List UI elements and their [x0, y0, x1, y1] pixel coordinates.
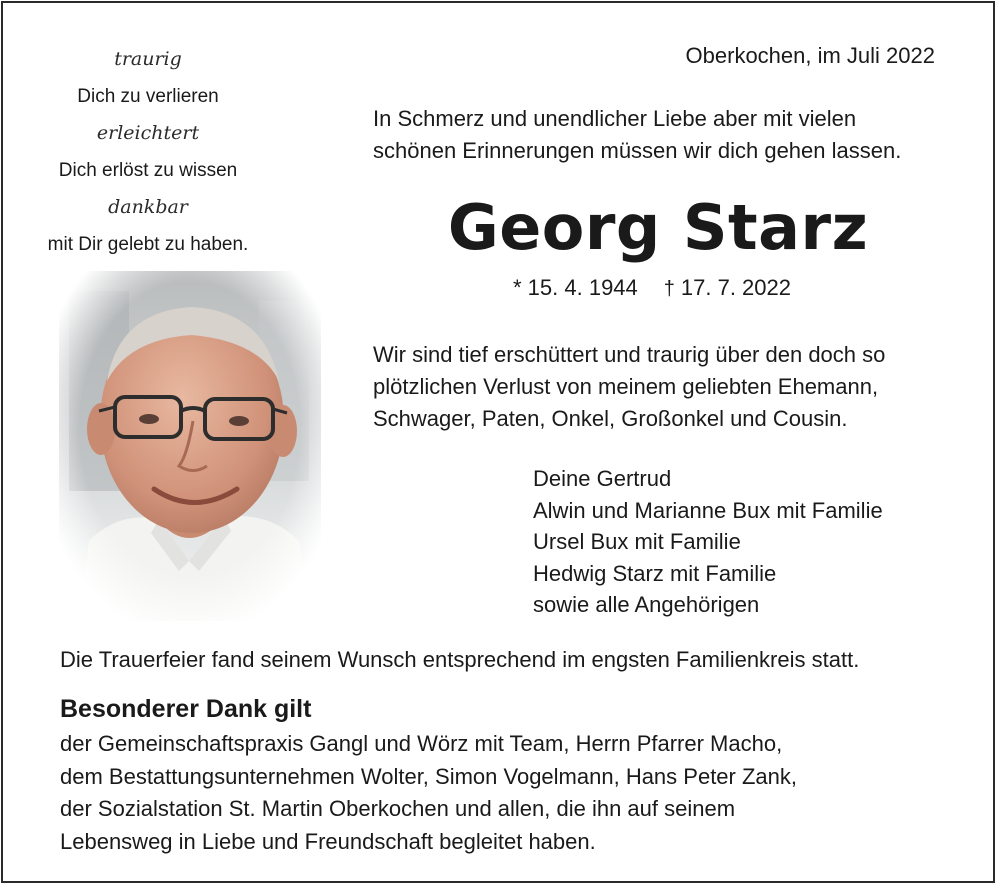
poem-line: traurig: [114, 48, 182, 70]
statement-line: Schwager, Paten, Onkel, Großonkel und Cousin.: [373, 406, 848, 431]
thanks-line: Lebensweg in Liebe und Freundschaft begleitet haben.: [60, 828, 596, 854]
poem: [43, 41, 253, 263]
deceased-name: Georg Starz: [447, 191, 869, 264]
cross-icon: †: [663, 278, 675, 300]
intro-text: [373, 103, 973, 167]
place-date: Oberkochen, im Juli 2022: [685, 43, 935, 68]
statement-line: Wir sind tief erschüttert und traurig über den doch so: [373, 342, 886, 367]
death-date: 17. 7. 2022: [680, 275, 792, 300]
thanks-line: der Gemeinschaftspraxis Gangl und Wörz mit Team, Herrn Pfarrer Macho,: [60, 731, 783, 756]
poem-line: erleichtert: [96, 122, 200, 144]
family-member: Alwin und Marianne Bux mit Familie: [533, 497, 883, 523]
poem-line: mit Dir gelebt zu haben.: [47, 234, 249, 255]
intro-line: schönen Erinnerungen müssen wir dich gehen lassen.: [373, 138, 902, 163]
thanks-line: der Sozialstation St. Martin Oberkochen und allen, die ihn auf seinem: [60, 796, 736, 821]
intro-line: In Schmerz und unendlicher Liebe aber mit vielen: [373, 106, 857, 131]
thanks-line: dem Bestattungsunternehmen Wolter, Simon Vogelmann, Hans Peter Zank,: [60, 763, 797, 789]
life-dates: [513, 275, 791, 301]
portrait-photo: [59, 271, 321, 621]
obituary-frame: [1, 1, 995, 883]
statement-text: [373, 339, 973, 435]
birth-date: * 15. 4. 1944: [513, 275, 638, 300]
family-member: sowie alle Angehörigen: [533, 592, 760, 617]
family-member: Ursel Bux mit Familie: [533, 529, 741, 554]
poem-line: dankbar: [108, 196, 188, 218]
family-list: [533, 463, 973, 621]
statement-line: plötzlichen Verlust von meinem geliebten Ehemann,: [373, 374, 879, 399]
family-member: Hedwig Starz mit Familie: [533, 560, 777, 586]
ceremony-note: Die Trauerfeier fand seinem Wunsch entsprechend im engsten Familienkreis statt.: [60, 647, 860, 672]
family-member: Deine Gertrud: [533, 466, 672, 491]
poem-line: Dich erlöst zu wissen: [58, 160, 238, 181]
thanks-heading: Besonderer Dank gilt: [60, 695, 312, 723]
thanks-text: [60, 728, 960, 858]
poem-line: Dich zu verlieren: [77, 86, 219, 107]
